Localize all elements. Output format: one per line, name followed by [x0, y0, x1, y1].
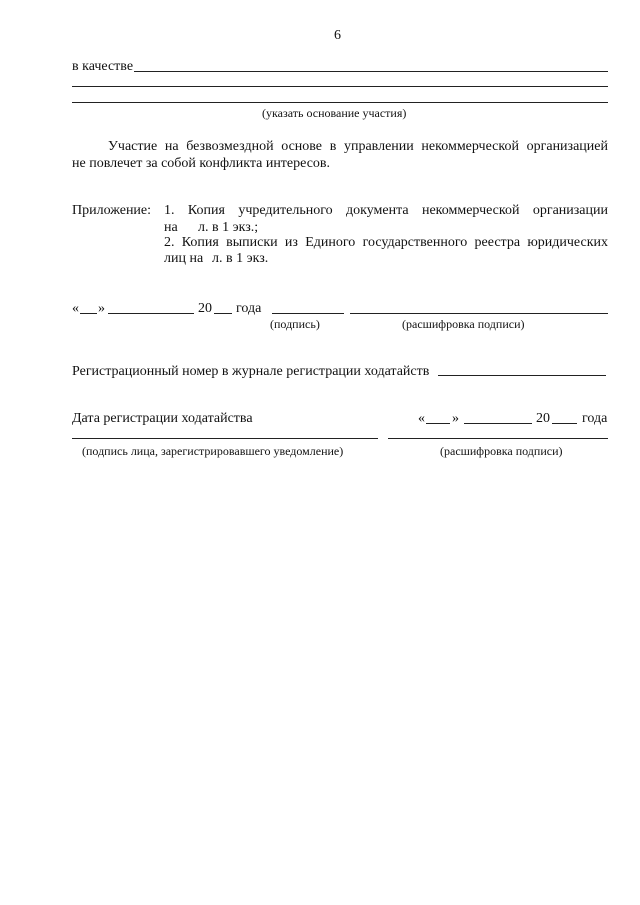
- registrar-caption: (подпись лица, зарегистрировавшего уведомление): [82, 444, 344, 458]
- capacity-caption: (указать основание участия): [262, 106, 407, 120]
- capacity-input-line-1[interactable]: [134, 71, 608, 72]
- registrar-decoding-field[interactable]: [388, 438, 608, 439]
- signature-quote-close: »: [98, 301, 105, 316]
- capacity-input-line-3[interactable]: [72, 102, 608, 103]
- capacity-input-line-2[interactable]: [72, 86, 608, 87]
- attachment-item-1-rest: л. в 1 экз.;: [198, 220, 259, 235]
- signature-decoding-caption: (расшифровка подписи): [402, 317, 525, 331]
- registration-day-field[interactable]: [426, 423, 450, 424]
- registration-month-field[interactable]: [464, 423, 532, 424]
- registration-year-prefix: 20: [536, 411, 550, 426]
- registration-number-label: Регистрационный номер в журнале регистрации ходатайств: [72, 364, 430, 379]
- statement-line-2: не повлечет за собой конфликта интересов.: [72, 156, 331, 171]
- registration-year-field[interactable]: [552, 423, 577, 424]
- registration-quote-open: «: [418, 411, 425, 426]
- signature-month-field[interactable]: [108, 313, 194, 314]
- capacity-label: в качестве: [72, 59, 134, 74]
- signature-year-suffix: года: [236, 301, 262, 316]
- signature-year-prefix: 20: [198, 301, 212, 316]
- registration-date-label: Дата регистрации ходатайства: [72, 411, 253, 426]
- signature-decoding-field[interactable]: [350, 313, 608, 314]
- attachment-item-2: 2. Копия выписки из Единого государственного реестра юридических: [164, 235, 608, 250]
- attachment-item-1: 1. Копия учредительного документа некоммерческой организации: [164, 203, 608, 218]
- registration-year-suffix: года: [582, 411, 608, 426]
- signature-year-field[interactable]: [214, 313, 232, 314]
- signature-caption: (подпись): [270, 317, 320, 331]
- attachment-label: Приложение:: [72, 203, 152, 218]
- statement-line-1: Участие на безвозмездной основе в управлении некоммерческой организацией: [108, 139, 608, 154]
- signature-field[interactable]: [272, 313, 344, 314]
- registrar-signature-field[interactable]: [72, 438, 378, 439]
- attachment-item-2-rest: л. в 1 экз.: [212, 251, 269, 266]
- registrar-decoding-caption: (расшифровка подписи): [440, 444, 563, 458]
- attachment-item-2-lits: лиц на: [164, 251, 204, 266]
- attachment-item-1-na: на: [164, 220, 178, 235]
- page-number: 6: [334, 28, 341, 43]
- signature-quote-open: «: [72, 301, 79, 316]
- registration-quote-close: »: [452, 411, 459, 426]
- signature-day-field[interactable]: [80, 313, 97, 314]
- registration-number-field[interactable]: [438, 375, 606, 376]
